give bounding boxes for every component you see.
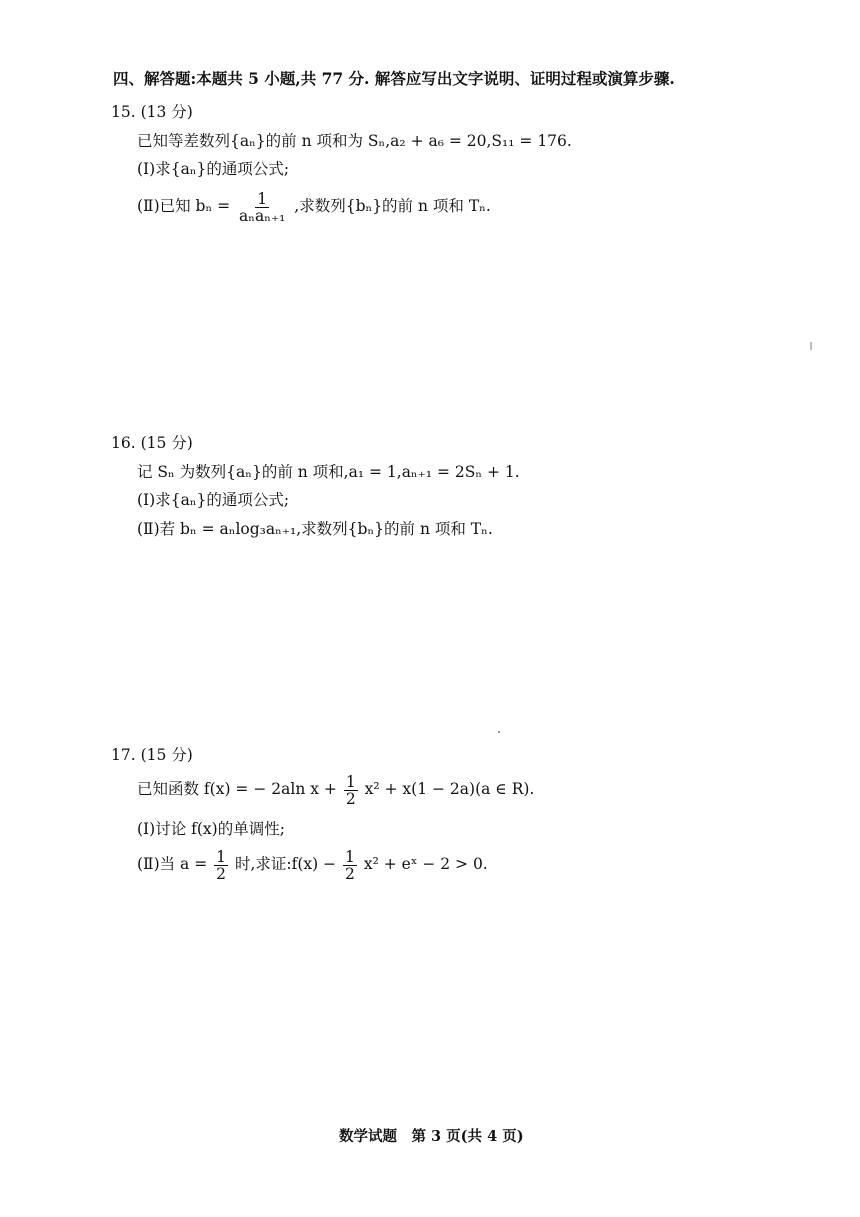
scan-dot-mark: [498, 731, 500, 733]
fraction-denominator: 2: [216, 864, 227, 883]
fraction-numerator: 1: [216, 847, 227, 866]
question-17-part1: (Ⅰ)讨论 f(x)的单调性;: [137, 820, 285, 838]
question-17-number: 17. (15 分): [111, 746, 193, 764]
question-15-part2-prefix: (Ⅱ)已知 bₙ =: [137, 197, 231, 215]
section-heading: 四、解答题:本题共 5 小题,共 77 分. 解答应写出文字说明、证明过程或演算步骤.: [113, 69, 675, 88]
question-17-stem-fraction: [344, 774, 358, 807]
question-16-number: 16. (15 分): [111, 434, 193, 452]
question-17-stem-suffix: x² + x(1 − 2a)(a ∈ R).: [364, 780, 535, 798]
fraction-numerator: 1: [345, 847, 355, 866]
question-16-part1: (Ⅰ)求{aₙ}的通项公式;: [137, 491, 290, 509]
page-footer: 数学试题 第 3 页(共 4 页): [339, 1128, 524, 1145]
fraction-denominator: aₙaₙ₊₁: [239, 206, 286, 225]
question-16-stem: 记 Sₙ 为数列{aₙ}的前 n 项和,a₁ = 1,aₙ₊₁ = 2Sₙ + 1.: [137, 463, 520, 481]
question-15-part2-suffix: ,求数列{bₙ}的前 n 项和 Tₙ.: [294, 197, 491, 215]
question-15-number: 15. (13 分): [111, 103, 193, 121]
question-17-stem-prefix: 已知函数 f(x) = − 2aln x +: [137, 780, 337, 798]
question-15-stem: 已知等差数列{aₙ}的前 n 项和为 Sₙ,a₂ + a₆ = 20,S₁₁ = 176.: [137, 132, 572, 150]
question-17-part2-prefix: (Ⅱ)当 a =: [137, 855, 208, 873]
question-17-part2-mid: 时,求证:f(x) −: [234, 855, 337, 873]
question-15-part2: [137, 188, 491, 224]
fraction-denominator: 2: [345, 864, 355, 883]
question-15-part2-fraction: [237, 191, 287, 224]
fraction-numerator: 1: [257, 189, 268, 208]
question-16-part2: (Ⅱ)若 bₙ = aₙlog₃aₙ₊₁,求数列{bₙ}的前 n 项和 Tₙ.: [137, 520, 493, 538]
fraction-denominator: 2: [345, 789, 356, 808]
question-17-stem: [137, 771, 534, 807]
scan-margin-mark: [810, 342, 812, 350]
question-17-part2-suffix: x² + eˣ − 2 > 0.: [363, 855, 488, 873]
question-17-part2-fraction-a: [214, 849, 228, 882]
question-17-part2: [137, 846, 488, 882]
question-17-part2-fraction-b: [343, 849, 357, 882]
question-15-part1: (Ⅰ)求{aₙ}的通项公式;: [137, 160, 290, 178]
fraction-numerator: 1: [345, 772, 356, 791]
